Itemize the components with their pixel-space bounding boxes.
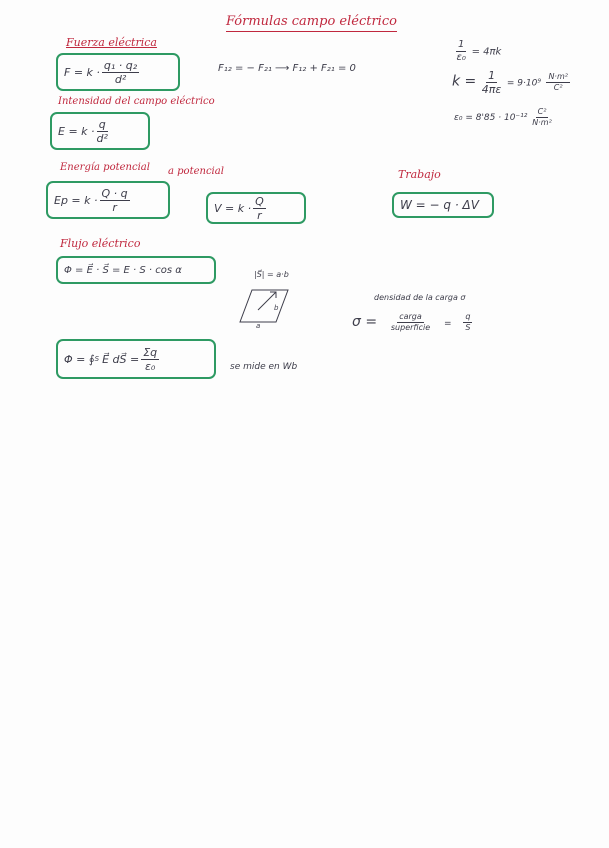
- surface-area-label: |S⃗| = a·b: [254, 270, 289, 279]
- k-den: 4πε: [481, 83, 502, 96]
- newton-third-law: F₁₂ = − F₂₁ ⟶ F₁₂ + F₂₁ = 0: [218, 63, 356, 74]
- page-title: Fórmulas campo eléctrico: [226, 14, 397, 32]
- energia-numerator: Q · q: [101, 186, 128, 200]
- gauss-num: Σq: [143, 345, 158, 359]
- flujo-formula-box-2: [56, 339, 216, 379]
- k-rhs: = 9·10⁹: [506, 78, 541, 89]
- k-unit-den: C²: [553, 83, 563, 92]
- potencial-formula-lhs: V = k ·: [214, 201, 252, 215]
- flujo-heading: Flujo eléctrico: [60, 237, 141, 250]
- surface-corner-label: a: [256, 322, 261, 330]
- densidad-heading: densidad de la carga σ: [374, 293, 466, 302]
- trabajo-formula-box: W = − q · ΔV: [392, 192, 494, 218]
- intensidad-denominator: d²: [96, 131, 108, 145]
- energia-denominator: r: [112, 200, 117, 214]
- densidad-eq: =: [443, 319, 452, 329]
- densidad-formula: [352, 313, 474, 332]
- surface-side-label: b: [274, 304, 279, 312]
- intensidad-formula-lhs: E = k ·: [58, 124, 95, 138]
- gauss-den: ε₀: [144, 359, 156, 373]
- densidad-num-2: q: [465, 312, 471, 321]
- intensidad-fraction: [97, 119, 108, 144]
- k-num: 1: [488, 69, 496, 82]
- surface-diagram: [236, 282, 296, 330]
- intensidad-formula-box: [50, 112, 150, 150]
- densidad-num-1: carga: [399, 312, 422, 321]
- densidad-fraction-1: [391, 313, 430, 332]
- gauss-fraction: [141, 347, 159, 372]
- k-unit: [546, 73, 570, 92]
- potencial-numerator: Q: [255, 194, 264, 208]
- inv-epsilon-num: 1: [458, 39, 465, 50]
- densidad-fraction-2: [463, 313, 472, 332]
- gauss-lhs: Φ = ∮: [64, 352, 95, 366]
- trabajo-heading: Trabajo: [398, 168, 441, 181]
- fuerza-fraction: [102, 60, 139, 85]
- fuerza-denominator: d²: [114, 72, 127, 86]
- epsilon-unit-num: C²: [537, 107, 547, 116]
- fuerza-numerator: q₁ · q₂: [103, 58, 138, 72]
- flujo-formula-box-1: Φ = E⃗ · S⃗ = E · S · cos α: [56, 256, 216, 284]
- epsilon-unit-den: N·m²: [532, 118, 552, 127]
- densidad-den-2: S: [465, 323, 471, 332]
- epsilon-unit: [532, 108, 552, 127]
- k-unit-num: N·m²: [548, 72, 568, 81]
- fuerza-formula-box: [56, 53, 180, 91]
- potencial-formula-box: [206, 192, 306, 224]
- k-lhs: k =: [452, 73, 477, 90]
- potencial-denominator: r: [257, 208, 262, 222]
- inv-epsilon-rhs: = 4πk: [471, 46, 502, 58]
- epsilon-lhs: ε₀ = 8'85 · 10⁻¹²: [454, 113, 528, 123]
- densidad-lhs: σ =: [352, 314, 378, 330]
- flujo-note: se mide en Wb: [230, 362, 298, 372]
- intensidad-numerator: q: [98, 117, 106, 131]
- gauss-sub: S: [94, 355, 100, 363]
- potencial-fraction: [253, 196, 266, 221]
- densidad-den-1: superficie: [390, 323, 431, 332]
- fuerza-formula-lhs: F = k ·: [64, 65, 100, 79]
- constant-line-1: [454, 40, 501, 63]
- gauss-mid: E⃗ dS⃗ =: [102, 352, 140, 366]
- energia-heading: Energía potencial: [60, 162, 150, 173]
- inv-epsilon-den: ε₀: [456, 52, 466, 63]
- constant-line-3: [454, 108, 554, 127]
- intensidad-heading: Intensidad del campo eléctrico: [58, 96, 215, 107]
- constant-line-2: [452, 70, 572, 95]
- energia-formula-lhs: Ep = k ·: [54, 193, 98, 207]
- potencial-heading: a potencial: [168, 166, 224, 177]
- inv-epsilon-fraction: [456, 40, 466, 63]
- energia-formula-box: [46, 181, 170, 219]
- k-fraction: [482, 70, 502, 95]
- energia-fraction: [100, 188, 130, 213]
- fuerza-heading: Fuerza eléctrica: [66, 36, 157, 49]
